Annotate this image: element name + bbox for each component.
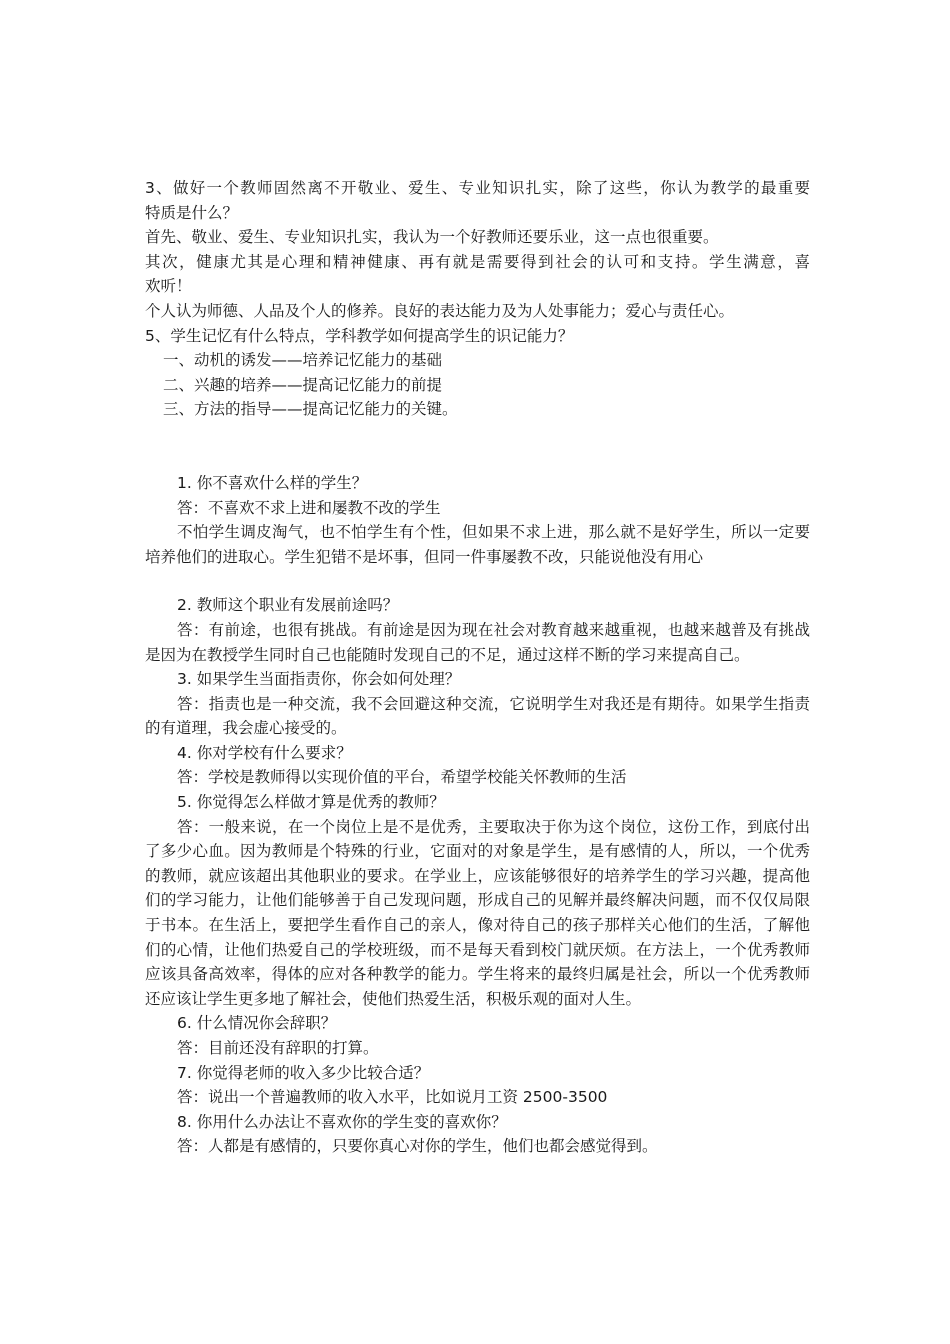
- document-page: [145, 176, 810, 1159]
- qa-question-2: 2. 教师这个职业有发展前途吗？: [177, 596, 399, 615]
- qa-answer-8: 答：人都是有感情的，只要你真心对你的学生，他们也都会感觉得到。: [177, 1137, 658, 1156]
- qa-question-1: 1. 你不喜欢什么样的学生？: [177, 473, 368, 492]
- qa-answer-1: 答：不喜欢不求上进和屡教不改的学生: [177, 498, 441, 517]
- qa-answer-1-detail: 不怕学生调皮淘气，也不怕学生有个性，但如果不求上进，那么就不是好学生，所以一定要培养他们的进取心。学生犯错不是坏事，但同一件事屡教不改，只能说他没有用心: [145, 523, 810, 566]
- qa-question-6: 6. 什么情况你会辞职？: [177, 1014, 337, 1033]
- answer-3-second-line-2: 欢听！: [145, 277, 192, 296]
- answer-5-point-2: 二、兴趣的培养——提高记忆能力的前提: [163, 375, 443, 394]
- answer-3-second-line-1: 其次，健康尤其是心理和精神健康、再有就是需要得到社会的认可和支持。学生满意，喜: [145, 252, 810, 271]
- answer-5-point-3: 三、方法的指导——提高记忆能力的关键。: [163, 400, 458, 419]
- answer-5-point-1: 一、动机的诱发——培养记忆能力的基础: [163, 351, 443, 370]
- qa-question-3: 3. 如果学生当面指责你，你会如何处理？: [177, 670, 461, 689]
- answer-3-first: 首先、敬业、爱生、专业知识扎实，我认为一个好教师还要乐业，这一点也很重要。: [145, 228, 719, 247]
- qa-answer-5: 答：一般来说，在一个岗位上是不是优秀，主要取决于你为这个岗位，这份工作，到底付出了多少心血。因为教师是个特殊的行业，它面对的对象是学生，是有感情的人，所以，一个优秀的教师，就应该超出其他职业的要求。在学业上，应该能够很好的培养学生的学习兴趣，提高他们的学习能力，让他们能够善于自己发现问题，形成自己的见解并最终解决问题，而不仅仅局限于书本。在生活上，要把学生看作自己的亲人，像对待自己的孩子那样关心他们的生活，了解他们的心情，让他们热爱自己的学校班级，而不是每天看到校门就厌烦。在方法上，一个优秀教师应该具备高效率，得体的应对各种教学的能力。学生将来的最终归属是社会，所以一个优秀教师还应该让学生更多地了解社会，使他们热爱生活，积极乐观的面对人生。: [145, 817, 810, 1008]
- question-3-line-1: 3、做好一个教师固然离不开敬业、爱生、专业知识扎实，除了这些，你认为教学的最重要: [145, 179, 810, 197]
- qa-answer-4: 答：学校是教师得以实现价值的平台，希望学校能关怀教师的生活: [177, 768, 627, 787]
- qa-answer-2: 答：有前途，也很有挑战。有前途是因为现在社会对教育越来越重视，也越来越普及有挑战是因为在教授学生同时自己也能随时发现自己的不足，通过这样不断的学习来提高自己。: [145, 620, 810, 664]
- answer-3-third: 个人认为师德、人品及个人的修养。良好的表达能力及为人处事能力；爱心与责任心。: [145, 301, 735, 320]
- qa-answer-7: 答：说出一个普遍教师的收入水平，比如说月工资 2500-3500: [177, 1088, 608, 1107]
- question-3-line-2: 特质是什么？: [145, 203, 239, 222]
- qa-question-5: 5. 你觉得怎么样做才算是优秀的教师？: [177, 793, 445, 812]
- question-5: 5、学生记忆有什么特点，学科教学如何提高学生的识记能力？: [145, 326, 574, 345]
- qa-question-7: 7. 你觉得老师的收入多少比较合适？: [177, 1063, 430, 1082]
- qa-question-4: 4. 你对学校有什么要求？: [177, 743, 352, 762]
- qa-question-8: 8. 你用什么办法让不喜欢你的学生变的喜欢你？: [177, 1112, 507, 1131]
- qa-answer-6: 答：目前还没有辞职的打算。: [177, 1039, 379, 1057]
- qa-answer-3: 答：指责也是一种交流，我不会回避这种交流，它说明学生对我还是有期待。如果学生指责的有道理，我会虚心接受的。: [145, 694, 810, 738]
